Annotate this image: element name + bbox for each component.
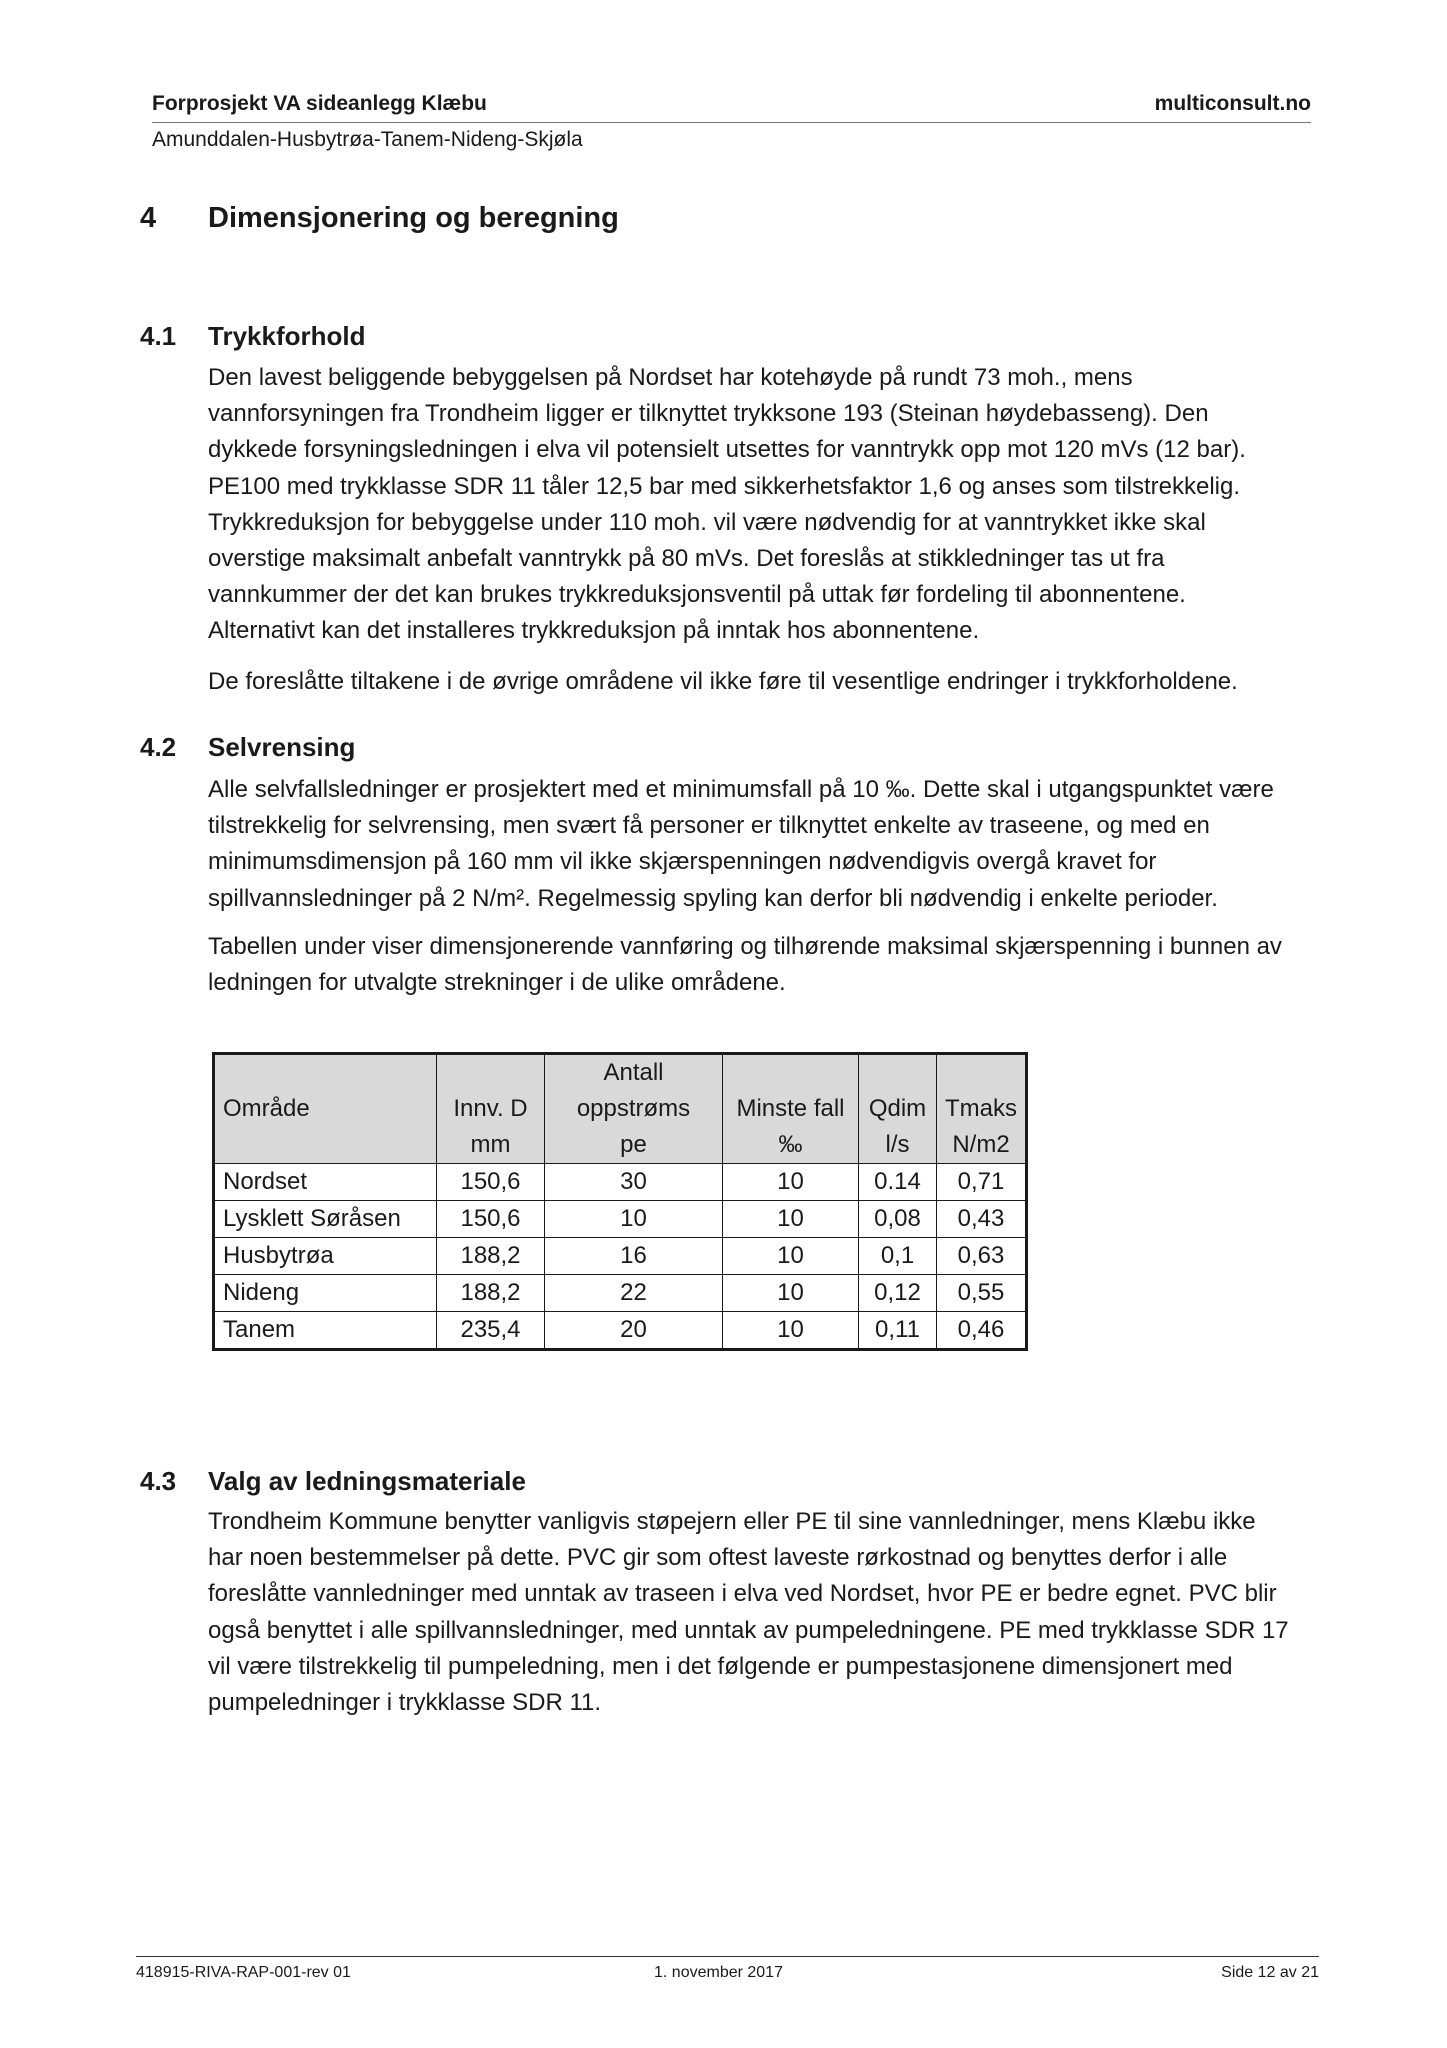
table-cell: 0.14 [859, 1164, 937, 1201]
header-title: Forprosjekt VA sideanlegg Klæbu [152, 92, 487, 115]
text-line: Trykkreduksjon for bebyggelse under 110 moh. vil være nødvendig for at vanntrykket ikke skal [208, 508, 1206, 536]
table-row [214, 1238, 1027, 1275]
header-subtitle: Amunddalen-Husbytrøa-Tanem-Nideng-Skjøla [152, 128, 583, 151]
table-cell: Nideng [214, 1275, 437, 1312]
footer-divider [136, 1956, 1319, 1957]
chapter-number: 4 [140, 202, 157, 234]
text-line: Trondheim Kommune benytter vanligvis støpejern eller PE til sine vannledninger, mens Klæbu ikke [208, 1508, 1256, 1535]
text-line: Alternativt kan det installeres trykkreduksjon på inntak hos abonnentene. [208, 617, 980, 645]
header-cell: Qdim l/s [859, 1054, 937, 1164]
table-cell: 0,08 [859, 1201, 937, 1238]
table-cell: 10 [723, 1201, 859, 1238]
text-line: overstige maksimalt anbefalt vanntrykk på 80 mVs. Det foreslås at stikkledninger tas ut fra [208, 545, 1165, 573]
text-line: vannkummer der det kan brukes trykkreduksjonsventil på uttak før fordeling til abonnentene. [208, 581, 1186, 609]
table-cell: 235,4 [437, 1312, 545, 1350]
section-4-1-paragraph-1 [208, 360, 1323, 650]
text-line: De foreslåtte tiltakene i de øvrige områdene vil ikke føre til vesentlige endringer i trykkforholdene. [208, 668, 1238, 695]
table-cell: 10 [723, 1312, 859, 1350]
text-line: PE100 med trykklasse SDR 11 tåler 12,5 bar med sikkerhetsfaktor 1,6 og anses som tilstrekkelig. [208, 472, 1241, 500]
section-4-2-number: 4.2 [140, 732, 177, 762]
table-row [214, 1201, 1027, 1238]
footer-doc-id: 418915-RIVA-RAP-001-rev 01 [136, 1964, 351, 1981]
dimensioning-table [212, 1052, 1028, 1351]
section-4-3-paragraph-1 [208, 1504, 1323, 1721]
text-line: pumpeledninger i trykklasse SDR 11. [208, 1689, 602, 1717]
header-cell: Innv. D mm [437, 1054, 545, 1164]
table-cell: 10 [723, 1275, 859, 1312]
text-line: vannforsyningen fra Trondheim ligger er tilknyttet trykksone 193 (Steinan høydebasseng). Den [208, 400, 1209, 428]
header-cell: Antall oppstrøms pe [545, 1054, 723, 1164]
table-cell: 150,6 [437, 1201, 545, 1238]
table-cell: 0,46 [937, 1312, 1027, 1350]
section-4-2-paragraph-1 [208, 772, 1323, 917]
table-cell: 0,71 [937, 1164, 1027, 1201]
table-row [214, 1164, 1027, 1201]
chapter-title: Dimensjonering og beregning [208, 202, 619, 234]
text-line: minimumsdimensjon på 160 mm vil ikke skjærspenningen nødvendigvis overgå kravet for [208, 848, 1157, 876]
table-cell: Nordset [214, 1164, 437, 1201]
section-4-2-paragraph-2 [208, 929, 1323, 1001]
text-line: har noen bestemmelser på dette. PVC gir som oftest laveste rørkostnad og benyttes derfor i alle [208, 1544, 1228, 1572]
table-cell: 0,43 [937, 1201, 1027, 1238]
header-cell: Tmaks N/m2 [937, 1054, 1027, 1164]
table-cell: 188,2 [437, 1275, 545, 1312]
text-line: spillvannsledninger på 2 N/m². Regelmessig spyling kan derfor bli nødvendig i enkelte perioder. [208, 884, 1218, 912]
table-cell: 0,1 [859, 1238, 937, 1275]
section-4-3-title: Valg av ledningsmateriale [208, 1466, 526, 1496]
table-cell: 22 [545, 1275, 723, 1312]
table-cell: 0,63 [937, 1238, 1027, 1275]
text-line: vil være tilstrekkelig til pumpeledning, men i det følgende er pumpestasjonene dimensjonert med [208, 1652, 1233, 1680]
table-cell: Husbytrøa [214, 1238, 437, 1275]
table-cell: 188,2 [437, 1238, 545, 1275]
footer-date: 1. november 2017 [654, 1964, 783, 1981]
table-cell: 10 [545, 1201, 723, 1238]
table-cell: 20 [545, 1312, 723, 1350]
table-cell: 10 [723, 1238, 859, 1275]
section-4-1-number: 4.1 [140, 321, 177, 351]
table-row [214, 1312, 1027, 1350]
text-line: foreslåtte vannledninger med unntak av traseen i elva ved Nordset, hvor PE er bedre egnet. PVC blir [208, 1580, 1277, 1608]
text-line: også benyttet i alle spillvannsledninger, med unntak av pumpeledningene. PE med trykklasse SDR 17 [208, 1616, 1289, 1644]
table-cell: 150,6 [437, 1164, 545, 1201]
text-line: Den lavest beliggende bebyggelsen på Nordset har kotehøyde på rundt 73 moh., mens [208, 364, 1133, 391]
header-divider [152, 122, 1311, 123]
section-4-1-paragraph-2 [208, 664, 1323, 700]
table-cell: 16 [545, 1238, 723, 1275]
table-header-row [214, 1054, 1027, 1164]
text-line: Tabellen under viser dimensjonerende vannføring og tilhørende maksimal skjærspenning i bunnen av [208, 933, 1282, 960]
header-site: multiconsult.no [1154, 92, 1311, 115]
text-line: Alle selvfallsledninger er prosjektert med et minimumsfall på 10 ‰. Dette skal i utgangspunktet være [208, 776, 1274, 803]
text-line: tilstrekkelig for selvrensing, men svært få personer er tilknyttet enkelte av traseene, og med en [208, 812, 1210, 840]
header-cell: Minste fall ‰ [723, 1054, 859, 1164]
table-cell: Tanem [214, 1312, 437, 1350]
text-line: dykkede forsyningsledningen i elva vil potensielt utsettes for vanntrykk opp mot 120 mVs (12 bar). [208, 436, 1246, 464]
table-cell: Lysklett Søråsen [214, 1201, 437, 1238]
section-4-3-number: 4.3 [140, 1466, 177, 1496]
section-4-1-title: Trykkforhold [208, 321, 366, 351]
table-cell: 0,55 [937, 1275, 1027, 1312]
table-cell: 0,12 [859, 1275, 937, 1312]
table-cell: 10 [723, 1164, 859, 1201]
header-cell: Område [214, 1054, 437, 1164]
section-4-2-title: Selvrensing [208, 732, 356, 762]
table-cell: 0,11 [859, 1312, 937, 1350]
text-line: ledningen for utvalgte strekninger i de ulike områdene. [208, 969, 786, 997]
table-cell: 30 [545, 1164, 723, 1201]
table-row [214, 1275, 1027, 1312]
footer-page-number: Side 12 av 21 [1221, 1964, 1319, 1981]
